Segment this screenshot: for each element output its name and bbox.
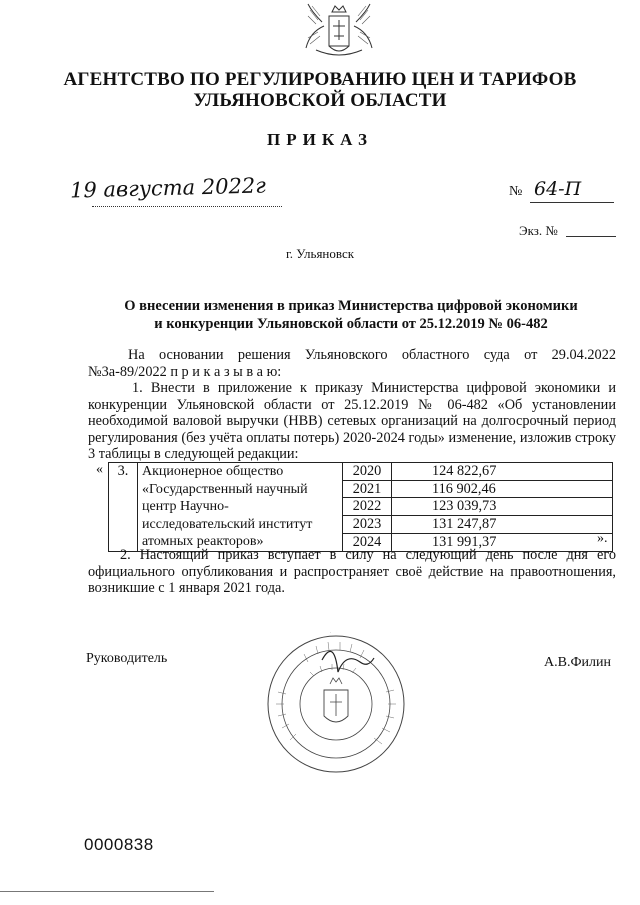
- signatory-name: А.В.Филин: [544, 655, 611, 670]
- value-cell: 116 902,46: [392, 480, 613, 498]
- date-underline: [92, 206, 282, 207]
- subject-line-1: О внесении изменения в приказ Министерства цифровой экономики: [124, 298, 578, 314]
- year-cell: 2024: [343, 533, 392, 551]
- body-paragraph-2: 1. Внести в приложение к приказу Министерства цифровой экономики и конкуренции Ульяновской области от 25.12.2019 № 06-482 «Об установлении необходимой валовой выручки (НВВ) сетевых организаций на долгосрочный период регулирования (без учёта оплаты потерь) 2020-2024 годы» изменение, изложив строку 3 таблицы в следующей редакции:: [88, 380, 616, 462]
- value-cell: 124 822,67: [392, 463, 613, 481]
- footer-rule: [0, 891, 214, 892]
- year-cell: 2022: [343, 498, 392, 516]
- row-number-cell: 3.: [109, 463, 138, 552]
- value-cell: 123 039,73: [392, 498, 613, 516]
- organization-cell: Акционерное общество «Государственный научный центр Научно-исследовательский институт атомных реакторов»: [138, 463, 343, 552]
- handwritten-document-number: 64-П: [534, 178, 582, 200]
- organization-name-line-1: АГЕНТСТВО ПО РЕГУЛИРОВАНИЮ ЦЕН И ТАРИФОВ: [63, 69, 577, 90]
- year-cell: 2023: [343, 516, 392, 534]
- copy-number-underline: [566, 236, 616, 237]
- official-seal-stamp: [264, 632, 408, 776]
- city: г. Ульяновск: [285, 246, 355, 261]
- signatory-title: Руководитель: [86, 651, 168, 666]
- organization-name-line-2: УЛЬЯНОВСКОЙ ОБЛАСТИ: [193, 90, 447, 111]
- copy-number-label: Экз. №: [519, 223, 558, 238]
- year-cell: 2020: [343, 463, 392, 481]
- table-row: [109, 463, 613, 481]
- value-cell: 131 247,87: [392, 516, 613, 534]
- body-paragraph-1: На основании решения Ульяновского областного суда от 29.04.2022 №3а-89/2022 п р и к а з ы в а ю:: [88, 347, 616, 380]
- tariff-table: [88, 462, 616, 552]
- document-serial-number: 0000838: [84, 835, 154, 854]
- number-underline: [530, 202, 614, 203]
- coat-of-arms-emblem: [302, 2, 376, 62]
- year-cell: 2021: [343, 480, 392, 498]
- document-type-heading: ПРИКАЗ: [267, 130, 373, 149]
- value-cell: 131 991,37: [392, 533, 613, 551]
- table-quote-open: «: [96, 462, 103, 477]
- subject-line-2: и конкуренции Ульяновской области от 25.12.2019 № 06-482: [154, 316, 548, 332]
- body-paragraph-3: 2. Настоящий приказ вступает в силу на следующий день после дня его официального опубликования и распространяет своё действие на правоотношения, возникшие с 1 января 2021 года.: [88, 547, 616, 596]
- table-quote-close: ».: [597, 531, 608, 546]
- number-label: №: [509, 184, 523, 199]
- handwritten-date: 19 августа 2022г: [69, 173, 267, 203]
